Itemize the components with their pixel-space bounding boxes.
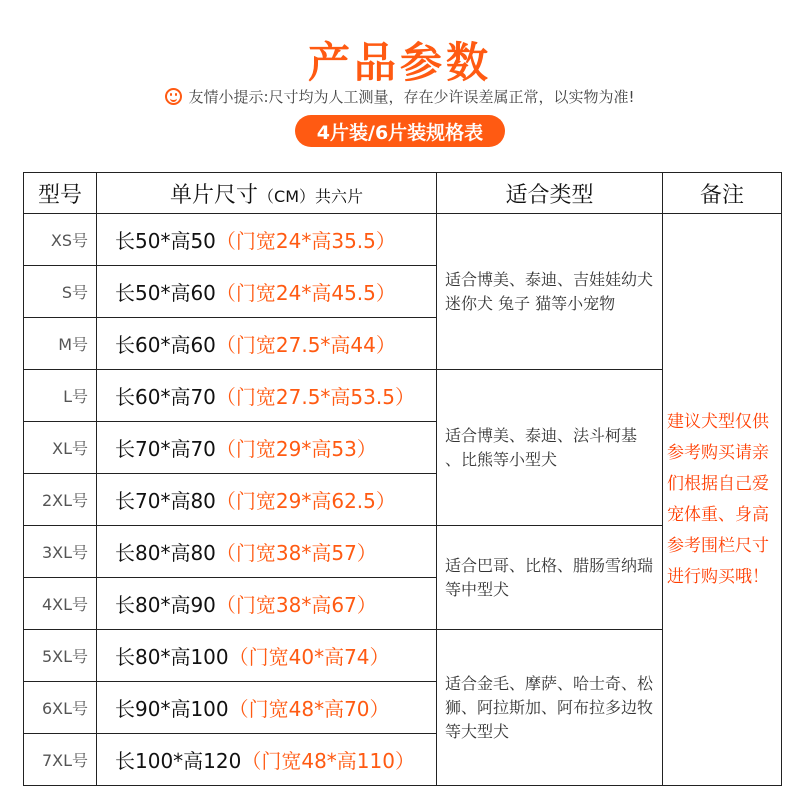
size-value: 长100*高120 [115, 749, 242, 773]
size-value: 长50*高60 [115, 281, 216, 305]
header-size-unit: （CM）共六片 [258, 186, 363, 206]
tip-text: 友情小提示:尺寸均为人工测量，存在少许误差属正常，以实物为准! [188, 88, 635, 106]
model-cell: S号 [24, 266, 97, 318]
door-value: （门宽48*高110） [241, 749, 415, 773]
model-cell: 3XL号 [24, 526, 97, 578]
size-value: 长90*高100 [115, 697, 229, 721]
size-cell [97, 682, 437, 734]
model-cell: 7XL号 [24, 734, 97, 786]
size-cell [97, 370, 437, 422]
model-cell: 6XL号 [24, 682, 97, 734]
door-value: （门宽38*高67） [215, 593, 377, 617]
header-note: 备注 [663, 173, 782, 214]
door-value: （门宽24*高45.5） [215, 281, 396, 305]
model-cell: 4XL号 [24, 578, 97, 630]
door-value: （门宽29*高62.5） [215, 489, 396, 513]
fit-group-large-dogs: 适合金毛、摩萨、哈士奇、松狮、阿拉斯加、阿布拉多边牧等大型犬 [437, 630, 663, 786]
size-cell [97, 630, 437, 682]
model-cell: M号 [24, 318, 97, 370]
header-size [97, 173, 437, 214]
size-value: 长70*高70 [115, 437, 216, 461]
size-cell [97, 318, 437, 370]
size-value: 长70*高80 [115, 489, 216, 513]
size-cell [97, 214, 437, 266]
door-value: （门宽40*高74） [228, 645, 390, 669]
door-value: （门宽27.5*高53.5） [215, 385, 415, 409]
fit-group-small-dogs: 适合博美、泰迪、法斗柯基 、比熊等小型犬 [437, 370, 663, 526]
header-size-main: 单片尺寸 [170, 182, 259, 208]
header-fit: 适合类型 [437, 173, 663, 214]
size-value: 长80*高90 [115, 593, 216, 617]
door-value: （门宽38*高57） [215, 541, 377, 565]
size-cell [97, 526, 437, 578]
smile-icon [165, 88, 182, 105]
page-title: 产品参数 [307, 38, 492, 87]
model-cell: XL号 [24, 422, 97, 474]
spec-table [23, 172, 782, 786]
door-value: （门宽27.5*高44） [215, 333, 396, 357]
size-value: 长60*高70 [115, 385, 216, 409]
spec-table-container [23, 172, 781, 782]
model-cell: 2XL号 [24, 474, 97, 526]
size-value: 长80*高100 [115, 645, 229, 669]
door-value: （门宽24*高35.5） [215, 229, 396, 253]
header-model: 型号 [24, 173, 97, 214]
size-cell [97, 734, 437, 786]
door-value: （门宽48*高70） [228, 697, 390, 721]
fit-group-medium-dogs: 适合巴哥、比格、腊肠雪纳瑞等中型犬 [437, 526, 663, 630]
table-header-row [24, 173, 782, 214]
size-cell [97, 266, 437, 318]
note-cell: 建议犬型仅供参考购买请亲们根据自己爱宠体重、身高参考围栏尺寸进行购买哦！ [663, 214, 782, 786]
spec-badge: 4片装/6片装规格表 [295, 115, 505, 147]
model-cell: 5XL号 [24, 630, 97, 682]
table-row [24, 214, 782, 266]
size-cell [97, 578, 437, 630]
size-cell [97, 474, 437, 526]
size-value: 长50*高50 [115, 229, 216, 253]
door-value: （门宽29*高53） [215, 437, 377, 461]
size-value: 长80*高80 [115, 541, 216, 565]
fit-group-small-pets: 适合博美、泰迪、吉娃娃幼犬 迷你犬 兔子 猫等小宠物 [437, 214, 663, 370]
tip-line [0, 86, 800, 107]
size-value: 长60*高60 [115, 333, 216, 357]
model-cell: XS号 [24, 214, 97, 266]
size-cell [97, 422, 437, 474]
model-cell: L号 [24, 370, 97, 422]
